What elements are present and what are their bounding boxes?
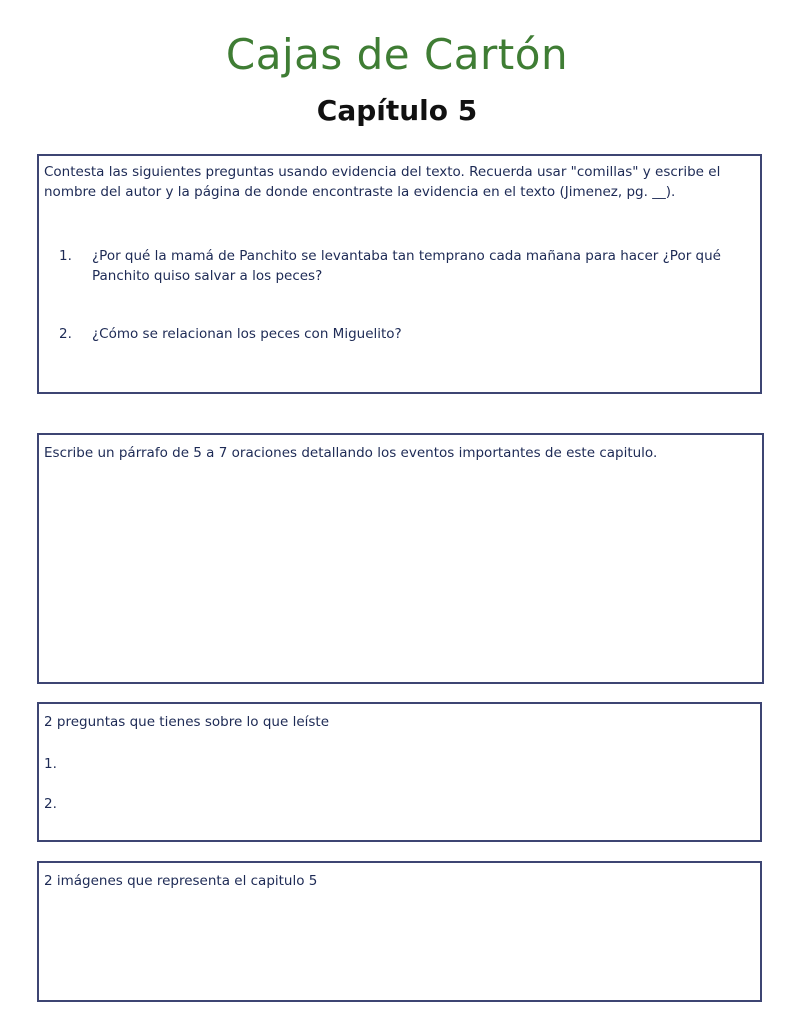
question-number: 2.	[59, 326, 72, 342]
questions-box	[37, 154, 762, 394]
page-title: Cajas de Cartón	[225, 30, 569, 79]
images-prompt: 2 imágenes que representa el capitulo 5	[44, 873, 318, 889]
answer-line-1: 1.	[44, 756, 57, 772]
question-text: ¿Cómo se relacionan los peces con Miguelito?	[92, 326, 402, 342]
summary-prompt: Escribe un párrafo de 5 a 7 oraciones detallando los eventos importantes de este capitulo.	[44, 445, 658, 461]
images-box[interactable]	[37, 861, 762, 1002]
reader-questions-prompt: 2 preguntas que tienes sobre lo que leíste	[44, 714, 330, 730]
summary-box[interactable]	[37, 433, 764, 684]
question-text: ¿Por qué la mamá de Panchito se levantaba tan temprano cada mañana para hacer ¿Por qué Panchito quiso salvar a los peces?	[92, 248, 721, 284]
instructions-text: Contesta las siguientes preguntas usando evidencia del texto. Recuerda usar "comillas" y escribe el nombre del autor y la página de donde encontraste la evidencia en el texto (Jimenez, pg. __).	[44, 164, 721, 200]
question-number: 1.	[59, 248, 72, 264]
answer-line-2: 2.	[44, 796, 57, 812]
reader-questions-box[interactable]	[37, 702, 762, 842]
chapter-subtitle: Capítulo 5	[316, 94, 478, 127]
